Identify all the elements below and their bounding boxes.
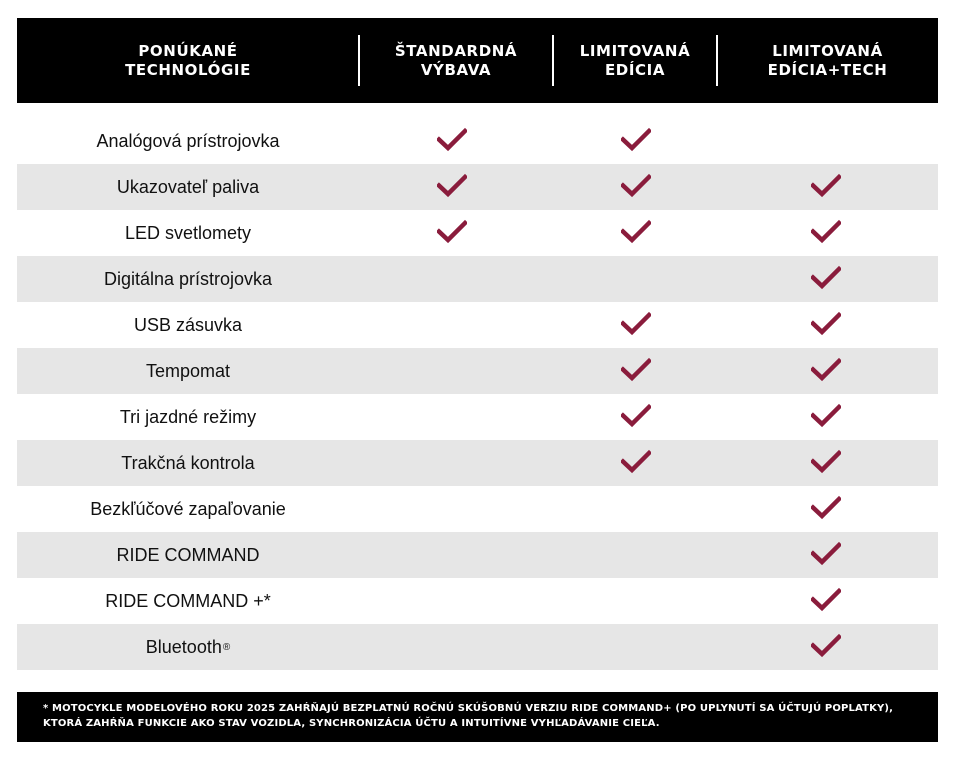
feature-label xyxy=(17,624,359,670)
header-standard: ŠTANDARDNÁ VÝBAVA xyxy=(394,41,518,79)
check-icon xyxy=(811,541,841,567)
feature-table-body xyxy=(17,118,938,670)
check-icon xyxy=(811,403,841,429)
feature-label-text: Ukazovateľ paliva xyxy=(116,176,260,197)
check-icon xyxy=(811,311,841,337)
feature-label-text: Tempomat xyxy=(145,360,231,381)
check-icon xyxy=(621,311,651,337)
feature-label-text: LED svetlomety xyxy=(124,222,252,243)
check-icon xyxy=(621,403,651,429)
table-row xyxy=(17,486,938,532)
check-icon xyxy=(811,357,841,383)
table-header xyxy=(17,18,938,103)
table-row xyxy=(17,302,938,348)
footnote: * MOTOCYKLE MODELOVÉHO ROKU 2025 ZAHŔŇAJÚ BEZPLATNÚ ROČNÚ SKÚŠOBNÚ VERZIU RIDE COMMAND+ (PO UPLYNUTÍ SA ÚČTUJÚ POPLATKY), KTORÁ ZAHŔŇA FUNKCIE AKO STAV VOZIDLA, SYNCHRONIZÁCIA ÚČTU A INTUITÍVNE VYHĽADÁVANIE CIEĽA. xyxy=(17,692,938,742)
check-icon xyxy=(621,449,651,475)
header-limited-tech: LIMITOVANÁ EDÍCIA+TECH xyxy=(767,41,888,79)
check-icon xyxy=(811,495,841,521)
feature-label xyxy=(17,532,359,578)
feature-label-text: Tri jazdné režimy xyxy=(119,406,257,427)
check-icon xyxy=(437,173,467,199)
check-icon xyxy=(621,357,651,383)
check-icon xyxy=(621,127,651,153)
feature-label xyxy=(17,440,359,486)
feature-label xyxy=(17,302,359,348)
table-row xyxy=(17,532,938,578)
check-icon xyxy=(811,587,841,613)
feature-label-text: Bluetooth xyxy=(145,636,222,657)
table-row xyxy=(17,578,938,624)
feature-label-text: Digitálna prístrojovka xyxy=(103,268,273,289)
check-icon xyxy=(811,633,841,659)
table-row xyxy=(17,394,938,440)
table-row xyxy=(17,624,938,670)
feature-label xyxy=(17,256,359,302)
table-row xyxy=(17,348,938,394)
header-limited: LIMITOVANÁ EDÍCIA xyxy=(579,41,691,79)
check-icon xyxy=(811,265,841,291)
feature-label-text: Bezkľúčové zapaľovanie xyxy=(90,498,286,519)
table-row xyxy=(17,256,938,302)
feature-label xyxy=(17,394,359,440)
check-icon xyxy=(621,219,651,245)
feature-label xyxy=(17,118,359,164)
table-row xyxy=(17,210,938,256)
feature-label-text: Trakčná kontrola xyxy=(121,452,255,473)
feature-label xyxy=(17,578,359,624)
check-icon xyxy=(437,219,467,245)
feature-label xyxy=(17,486,359,532)
check-icon xyxy=(811,173,841,199)
check-icon xyxy=(621,173,651,199)
feature-label-text: RIDE COMMAND +* xyxy=(105,590,271,611)
table-row xyxy=(17,164,938,210)
feature-label xyxy=(17,348,359,394)
table-row xyxy=(17,440,938,486)
check-icon xyxy=(811,449,841,475)
table-row xyxy=(17,118,938,164)
feature-label-text: USB zásuvka xyxy=(133,314,243,335)
feature-label-text: Analógová prístrojovka xyxy=(96,130,280,151)
check-icon xyxy=(437,127,467,153)
check-icon xyxy=(811,219,841,245)
feature-label-text: RIDE COMMAND xyxy=(116,544,260,565)
feature-label xyxy=(17,210,359,256)
registered-mark: ® xyxy=(222,641,231,653)
feature-label xyxy=(17,164,359,210)
header-technologies: PONÚKANÉ TECHNOLÓGIE xyxy=(125,41,251,79)
